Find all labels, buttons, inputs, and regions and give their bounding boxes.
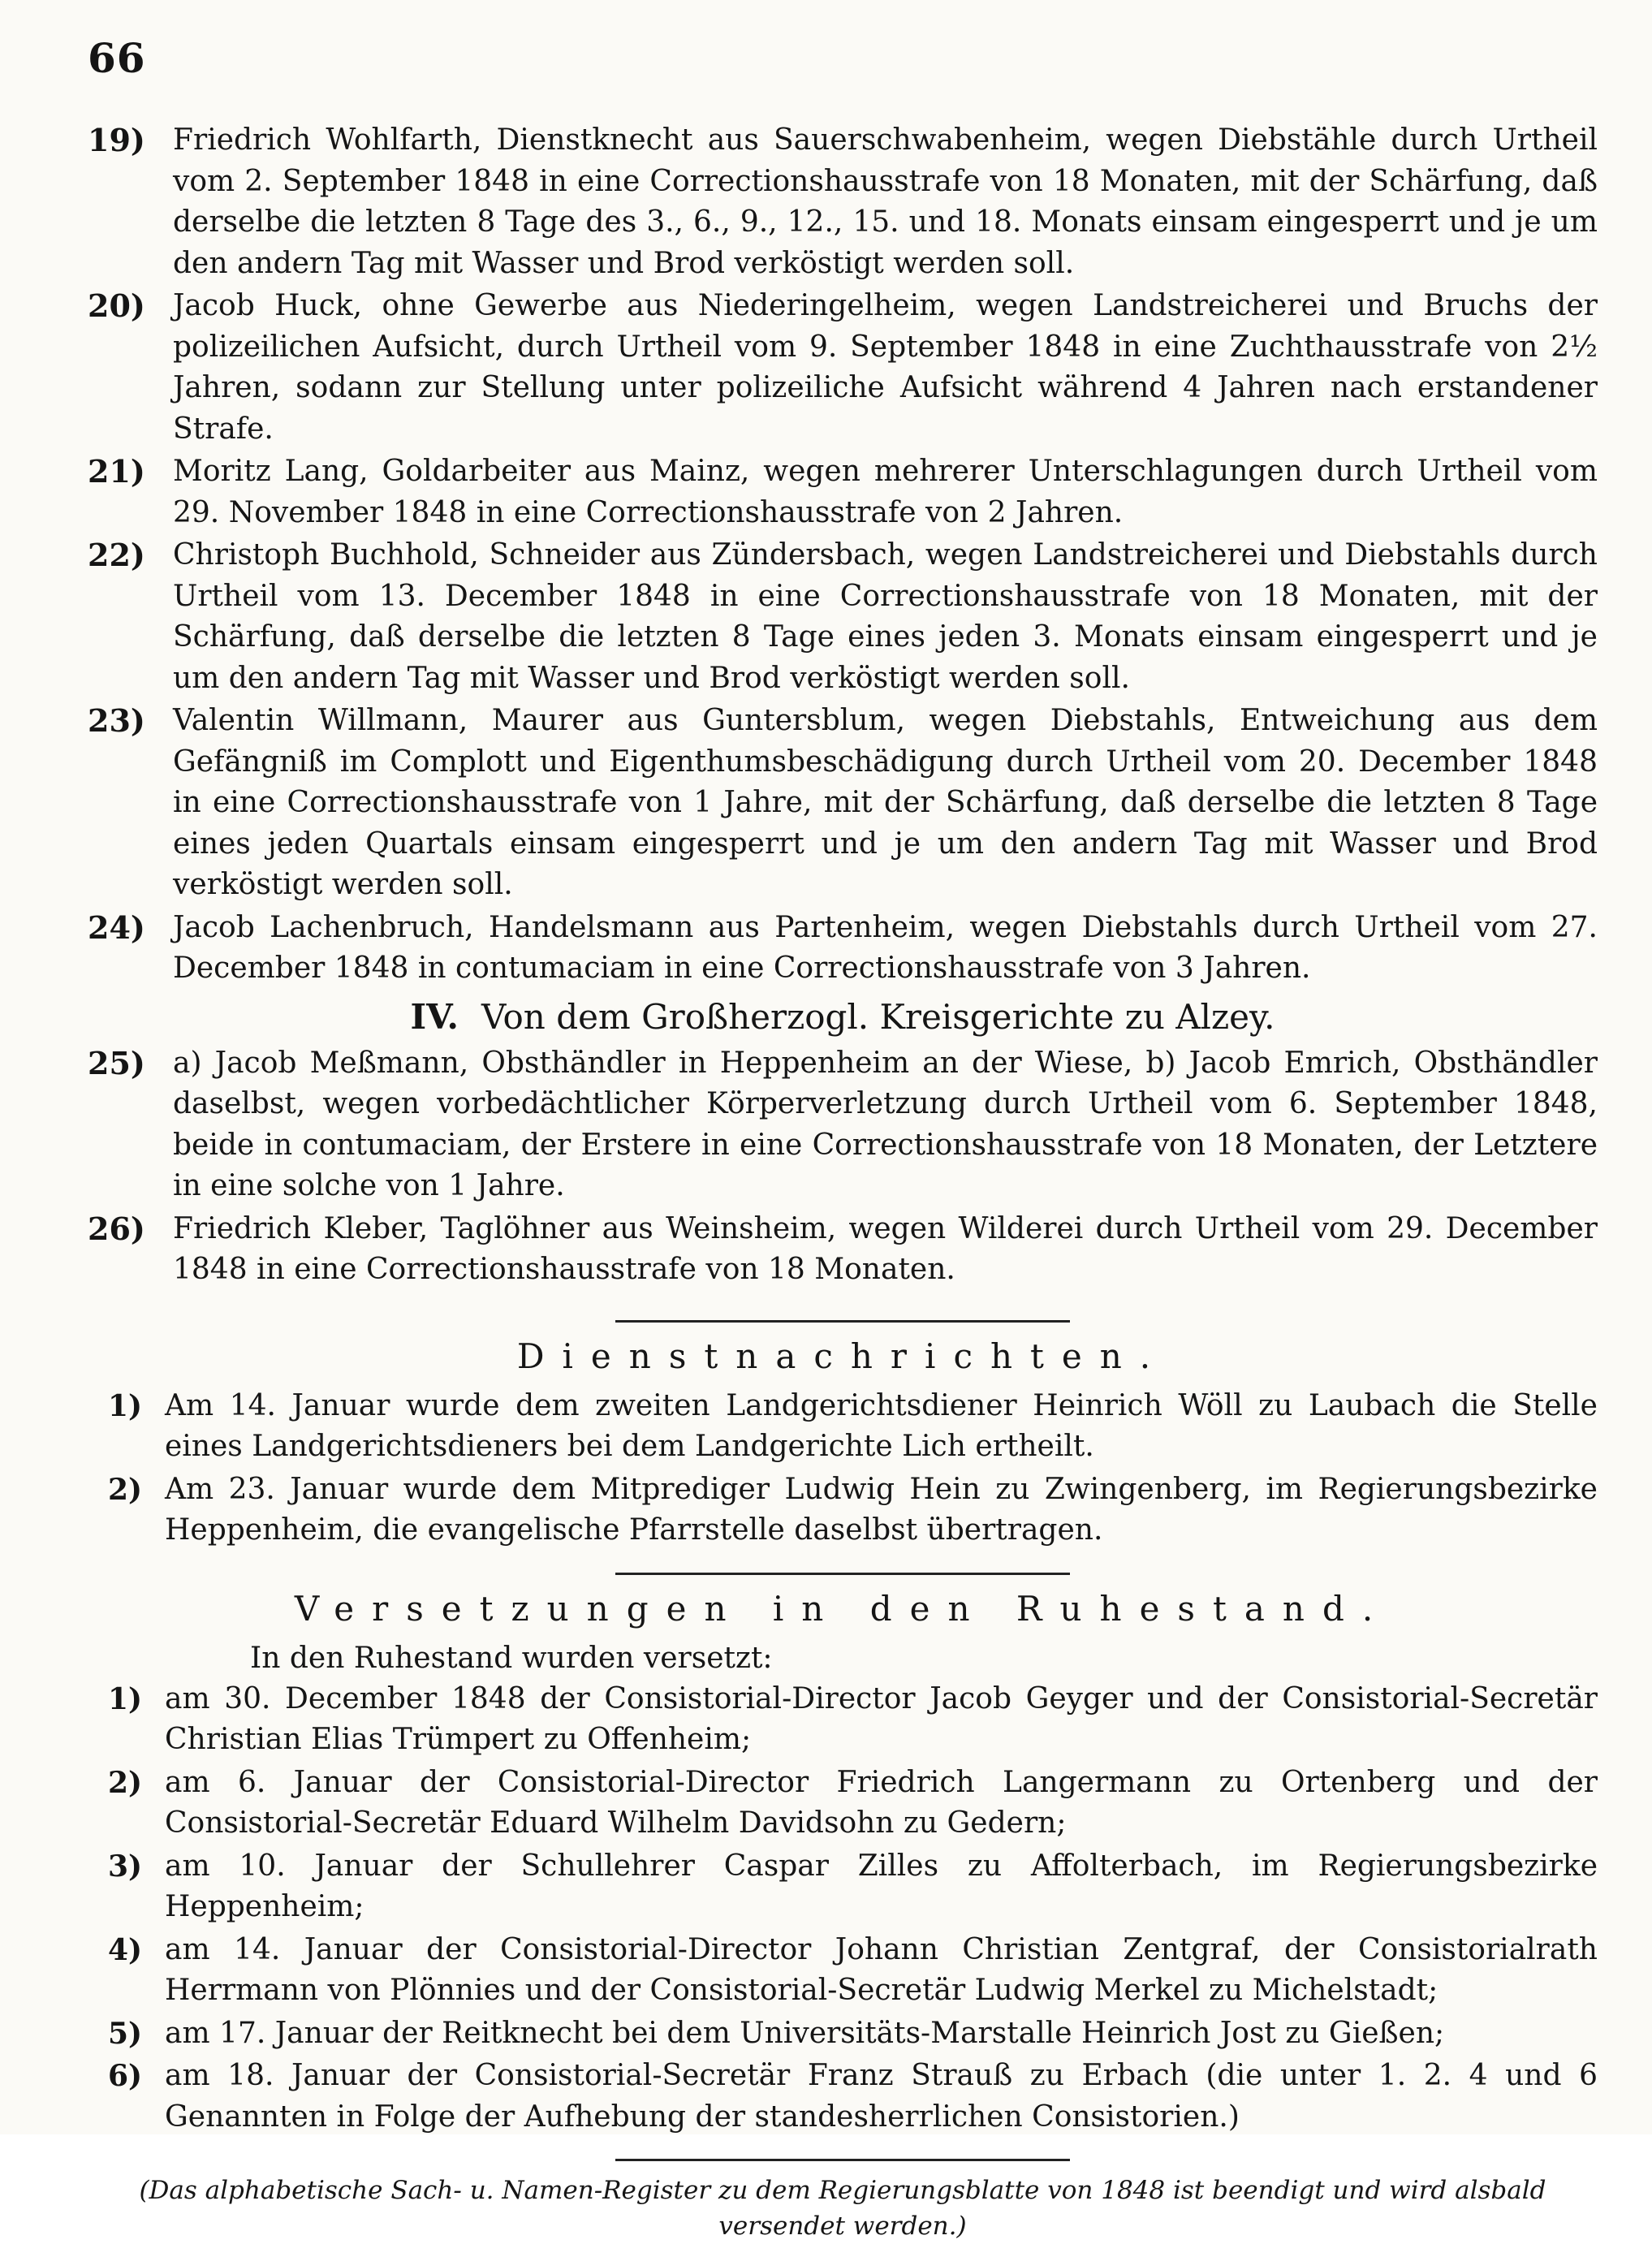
entry-number: 25) xyxy=(88,1044,145,1081)
entry-number: 26) xyxy=(88,1210,145,1247)
item-text: am 10. Januar der Schullehrer Caspar Zilles zu Affolterbach, im Regierungsbezirke Heppenheim; xyxy=(165,1849,1598,1923)
entries-part1 xyxy=(88,120,1598,990)
entry-text: Jacob Huck, ohne Gewerbe aus Niederingelheim, wegen Landstreicherei und Bruchs der polizeilichen Aufsicht, durch Urtheil vom 9. September 1848 in eine Zuchthausstrafe von 2½ Jahren, sodann zur Stellung unter polizeiliche Aufsicht während 4 Jahren nach erstandener Strafe. xyxy=(173,289,1598,446)
entry-text: Moritz Lang, Goldarbeiter aus Mainz, wegen mehrerer Unterschlagungen durch Urtheil vom 29. November 1848 in eine Correctionshausstrafe von 2 Jahren. xyxy=(173,455,1598,529)
footnote: (Das alphabetische Sach- u. Namen-Register zu dem Regierungsblatte von 1848 ist beendigt und wird alsbald versendet werden.) xyxy=(139,2176,1546,2241)
item-number: 1) xyxy=(108,1388,143,1423)
dienstnachrichten-heading: Dienstnachrichten. xyxy=(516,1336,1169,1376)
ruhestand-item-2 xyxy=(88,1763,1598,1845)
item-text: am 14. Januar der Consistorial-Director Johann Christian Zentgraf, der Consistorialrath Herrmann von Plönnies und der Consistorial-Secretär Ludwig Merkel zu Michelstadt; xyxy=(165,1932,1598,2007)
item-text: am 18. Januar der Consistorial-Secretär Franz Strauß zu Erbach (die unter 1. 2. 4 und 6 Genannten in Folge der Aufhebung der standesherrlichen Consistorien.) xyxy=(165,2059,1598,2134)
divider-rule xyxy=(615,1573,1070,1575)
entry-number: 24) xyxy=(88,908,145,946)
entry-number: 21) xyxy=(88,453,145,490)
item-text: am 17. Januar der Reitknecht bei dem Universitäts-Marstalle Heinrich Jost zu Gießen; xyxy=(165,2016,1445,2050)
entry-text: a) Jacob Meßmann, Obsthändler in Heppenheim an der Wiese, b) Jacob Emrich, Obsthändler daselbst, wegen vorbedächtlicher Körperverletzung durch Urtheil vom 6. September 1848, beide in contumaciam, der Erstere in eine Correctionshausstrafe von 18 Monaten, der Letztere in eine solche von 1 Jahre. xyxy=(173,1046,1598,1202)
entry-19 xyxy=(88,120,1598,284)
dienst-item-1 xyxy=(88,1386,1598,1468)
page-content xyxy=(88,120,1598,2244)
entry-24 xyxy=(88,908,1598,990)
entry-22 xyxy=(88,535,1598,699)
entry-number: 20) xyxy=(88,287,145,324)
entries-part2 xyxy=(88,1043,1598,1291)
ruhestand-item-3 xyxy=(88,1846,1598,1928)
entry-23 xyxy=(88,701,1598,906)
ruhestand-item-4 xyxy=(88,1930,1598,2012)
item-number: 4) xyxy=(108,1932,143,1967)
entry-26 xyxy=(88,1209,1598,1291)
section-title: Von dem Großherzogl. Kreisgerichte zu Alzey. xyxy=(481,996,1275,1037)
item-number: 6) xyxy=(108,2059,143,2093)
ruhestand-intro: In den Ruhestand wurden versetzt: xyxy=(250,1641,773,1675)
entry-number: 19) xyxy=(88,122,145,158)
item-number: 1) xyxy=(108,1681,143,1716)
item-text: Am 23. Januar wurde dem Mitprediger Ludwig Hein zu Zwingenberg, im Regierungsbezirke Heppenheim, die evangelische Pfarrstelle daselbst übertragen. xyxy=(165,1472,1598,1547)
ruhestand-item-6 xyxy=(88,2056,1598,2138)
entry-text: Christoph Buchhold, Schneider aus Zündersbach, wegen Landstreicherei und Diebstahls durch Urtheil vom 13. December 1848 in eine Correctionshausstrafe von 18 Monaten, mit der Schärfung, daß derselbe die letzten 8 Tage eines jeden 3. Monats einsam eingesperrt und je um den andern Tag mit Wasser und Brod verköstigt werden soll. xyxy=(173,538,1598,695)
ruhestand-item-5 xyxy=(88,2013,1598,2055)
entry-number: 23) xyxy=(88,702,145,739)
entry-text: Friedrich Wohlfarth, Dienstknecht aus Sauerschwabenheim, wegen Diebstähle durch Urtheil vom 2. September 1848 in eine Correctionshausstrafe von 18 Monaten, mit der Schärfung, daß derselbe die letzten 8 Tage des 3., 6., 9., 12., 15. und 18. Monats einsam eingesperrt und je um den andern Tag mit Wasser und Brod verköstigt werden soll. xyxy=(173,123,1598,280)
divider-rule xyxy=(615,2159,1070,2161)
dienst-item-2 xyxy=(88,1469,1598,1551)
item-number: 5) xyxy=(108,2016,143,2051)
item-text: am 6. Januar der Consistorial-Director Friedrich Langermann zu Ortenberg und der Consistorial-Secretär Eduard Wilhelm Davidsohn zu Gedern; xyxy=(165,1765,1598,1840)
entry-text: Valentin Willmann, Maurer aus Guntersblum, wegen Diebstahls, Entweichung aus dem Gefängniß im Complott und Eigenthumsbeschädigung durch Urtheil vom 20. December 1848 in eine Correctionshausstrafe von 1 Jahre, mit der Schärfung, daß derselbe die letzten 8 Tage eines jeden Quartals einsam eingesperrt und je um den andern Tag mit Wasser und Brod verköstigt werden soll. xyxy=(173,704,1598,901)
section-iv-heading xyxy=(88,995,1598,1040)
item-number: 2) xyxy=(108,1472,143,1507)
entry-text: Friedrich Kleber, Taglöhner aus Weinsheim, wegen Wilderei durch Urtheil vom 29. December 1848 in eine Correctionshausstrafe von 18 Monaten. xyxy=(173,1211,1598,1286)
entry-20 xyxy=(88,286,1598,450)
divider-rule xyxy=(615,1320,1070,1323)
item-text: Am 14. Januar wurde dem zweiten Landgerichtsdiener Heinrich Wöll zu Laubach die Stelle eines Landgerichtsdieners bei dem Landgerichte Lich ertheilt. xyxy=(165,1388,1598,1463)
item-text: am 30. December 1848 der Consistorial-Director Jacob Geyger und der Consistorial-Secretär Christian Elias Trümpert zu Offenheim; xyxy=(165,1681,1598,1756)
entry-25 xyxy=(88,1043,1598,1207)
ruhestand-heading: Versetzungen in den Ruhestand. xyxy=(294,1588,1391,1629)
item-number: 2) xyxy=(108,1765,143,1800)
entry-21 xyxy=(88,451,1598,533)
ruhestand-list xyxy=(88,1679,1598,2138)
dienstnachrichten-list xyxy=(88,1386,1598,1551)
section-roman-numeral: IV. xyxy=(410,996,459,1037)
item-number: 3) xyxy=(108,1849,143,1884)
page-number: 66 xyxy=(88,34,146,82)
entry-number: 22) xyxy=(88,537,145,573)
entry-text: Jacob Lachenbruch, Handelsmann aus Partenheim, wegen Diebstahls durch Urtheil vom 27. December 1848 in contumaciam in eine Correctionshausstrafe von 3 Jahren. xyxy=(173,910,1598,985)
ruhestand-item-1 xyxy=(88,1679,1598,1761)
